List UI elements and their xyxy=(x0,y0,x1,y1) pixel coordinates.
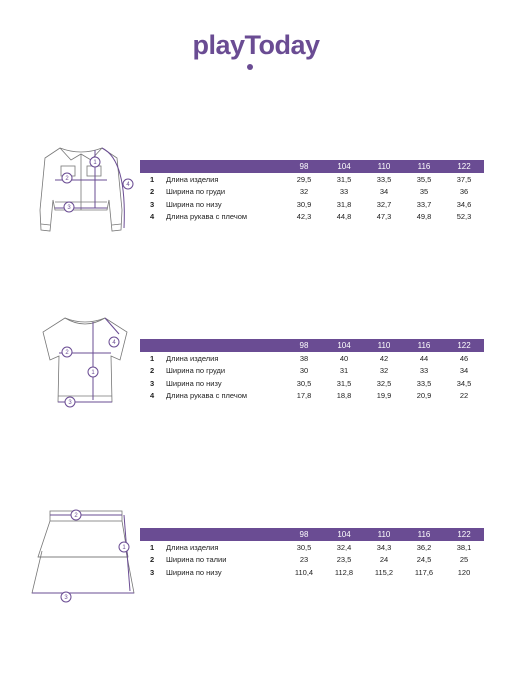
cell-value: 52,3 xyxy=(456,212,472,222)
header-spacer xyxy=(140,528,166,541)
cell-value: 24 xyxy=(379,555,389,565)
cell-value: 33 xyxy=(419,366,429,376)
table-row xyxy=(140,377,484,390)
brand-logo: playToday xyxy=(192,30,320,60)
size-header: 104 xyxy=(337,162,351,171)
cell-value: 115,2 xyxy=(374,567,394,577)
row-number: 1 xyxy=(150,353,155,363)
cell-value: 47,3 xyxy=(376,212,392,222)
skirt-sketch xyxy=(28,505,138,605)
cell-value: 17,8 xyxy=(296,391,312,401)
cell-value: 32 xyxy=(379,366,389,376)
cell-value: 31,5 xyxy=(336,378,352,388)
row-number: 4 xyxy=(150,212,155,222)
size-header: 104 xyxy=(337,341,351,350)
cell-value: 110,4 xyxy=(294,567,314,577)
table-row xyxy=(140,541,484,554)
table-header xyxy=(140,339,484,352)
marker-3: 3 xyxy=(64,595,68,601)
cell-value: 34 xyxy=(459,366,469,376)
cell-value: 32,5 xyxy=(376,378,392,388)
size-table-jacket xyxy=(140,160,484,223)
row-label: Длина рукава с плечом xyxy=(166,212,248,222)
row-label: Ширина по низу xyxy=(166,567,222,577)
row-label: Длина изделия xyxy=(166,353,219,363)
cell-value: 18,8 xyxy=(336,391,352,401)
cell-value: 49,8 xyxy=(416,212,432,222)
table-row xyxy=(140,173,484,186)
marker-2: 2 xyxy=(65,350,69,356)
jacket-sketch xyxy=(25,140,140,240)
size-table-skirt xyxy=(140,528,484,579)
table-row xyxy=(140,198,484,211)
tshirt-sketch xyxy=(35,310,135,410)
cell-value: 33,7 xyxy=(416,199,432,209)
cell-value: 33 xyxy=(339,187,349,197)
marker-3: 3 xyxy=(68,400,72,406)
size-header: 122 xyxy=(457,341,471,350)
cell-value: 23,5 xyxy=(336,555,352,565)
header-spacer xyxy=(140,339,166,352)
cell-value: 32,7 xyxy=(376,199,392,209)
size-header: 110 xyxy=(377,162,391,171)
row-number: 3 xyxy=(150,199,155,209)
marker-1: 1 xyxy=(91,370,95,376)
row-label: Ширина по груди xyxy=(166,187,226,197)
cell-value: 33,5 xyxy=(416,378,432,388)
cell-value: 35 xyxy=(419,187,429,197)
cell-value: 25 xyxy=(459,555,469,565)
row-label: Ширина по груди xyxy=(166,366,226,376)
size-header: 98 xyxy=(299,530,309,539)
marker-1: 1 xyxy=(93,160,97,166)
size-header: 98 xyxy=(299,341,309,350)
size-header: 116 xyxy=(417,162,431,171)
marker-3: 3 xyxy=(67,205,71,211)
cell-value: 36,2 xyxy=(416,542,432,552)
size-header: 122 xyxy=(457,162,471,171)
cell-value: 19,9 xyxy=(376,391,392,401)
size-header: 104 xyxy=(337,530,351,539)
cell-value: 35,5 xyxy=(416,174,432,184)
cell-value: 31,5 xyxy=(336,174,352,184)
table-row xyxy=(140,186,484,199)
cell-value: 22 xyxy=(459,391,469,401)
size-header: 122 xyxy=(457,530,471,539)
cell-value: 44,8 xyxy=(336,212,352,222)
cell-value: 30,9 xyxy=(296,199,312,209)
size-header: 116 xyxy=(417,530,431,539)
header-spacer xyxy=(166,528,284,541)
row-number: 2 xyxy=(150,187,155,197)
table-row xyxy=(140,390,484,403)
cell-value: 38 xyxy=(299,353,309,363)
cell-value: 38,1 xyxy=(456,542,472,552)
logo-dot xyxy=(247,64,253,70)
table-header xyxy=(140,528,484,541)
cell-value: 23 xyxy=(299,555,309,565)
cell-value: 32 xyxy=(299,187,309,197)
row-label: Длина изделия xyxy=(166,542,219,552)
cell-value: 42 xyxy=(379,353,389,363)
row-number: 1 xyxy=(150,174,155,184)
cell-value: 30,5 xyxy=(296,542,312,552)
cell-value: 34,5 xyxy=(456,378,472,388)
cell-value: 30,5 xyxy=(296,378,312,388)
size-header: 116 xyxy=(417,341,431,350)
cell-value: 29,5 xyxy=(296,174,312,184)
marker-4: 4 xyxy=(126,182,130,188)
marker-1: 1 xyxy=(122,545,126,551)
cell-value: 34,6 xyxy=(456,199,472,209)
table-row xyxy=(140,352,484,365)
header-spacer xyxy=(166,160,284,173)
cell-value: 42,3 xyxy=(296,212,312,222)
row-number: 4 xyxy=(150,391,155,401)
row-number: 2 xyxy=(150,366,155,376)
size-header: 110 xyxy=(377,530,391,539)
cell-value: 34 xyxy=(379,187,389,197)
cell-value: 33,5 xyxy=(376,174,392,184)
cell-value: 117,6 xyxy=(414,567,434,577)
marker-4: 4 xyxy=(112,340,116,346)
marker-2: 2 xyxy=(65,176,69,182)
cell-value: 31,8 xyxy=(336,199,352,209)
row-number: 3 xyxy=(150,378,155,388)
table-row xyxy=(140,554,484,567)
table-header xyxy=(140,160,484,173)
cell-value: 34,3 xyxy=(376,542,392,552)
marker-2: 2 xyxy=(74,513,78,519)
row-label: Ширина по талии xyxy=(166,555,227,565)
cell-value: 24,5 xyxy=(416,555,432,565)
cell-value: 32,4 xyxy=(336,542,352,552)
header-spacer xyxy=(140,160,166,173)
table-row xyxy=(140,566,484,579)
cell-value: 46 xyxy=(459,353,469,363)
row-number: 3 xyxy=(150,567,155,577)
cell-value: 40 xyxy=(339,353,349,363)
row-label: Ширина по низу xyxy=(166,378,222,388)
cell-value: 36 xyxy=(459,187,469,197)
size-header: 98 xyxy=(299,162,309,171)
cell-value: 30 xyxy=(299,366,309,376)
size-table-tshirt xyxy=(140,339,484,402)
table-row xyxy=(140,365,484,378)
row-number: 1 xyxy=(150,542,155,552)
cell-value: 44 xyxy=(419,353,429,363)
table-row xyxy=(140,211,484,224)
row-number: 2 xyxy=(150,555,155,565)
row-label: Длина рукава с плечом xyxy=(166,391,248,401)
row-label: Длина изделия xyxy=(166,174,219,184)
size-header: 110 xyxy=(377,341,391,350)
cell-value: 112,8 xyxy=(334,567,354,577)
cell-value: 37,5 xyxy=(456,174,472,184)
header-spacer xyxy=(166,339,284,352)
cell-value: 20,9 xyxy=(416,391,432,401)
cell-value: 120 xyxy=(457,567,471,577)
row-label: Ширина по низу xyxy=(166,199,222,209)
cell-value: 31 xyxy=(339,366,349,376)
